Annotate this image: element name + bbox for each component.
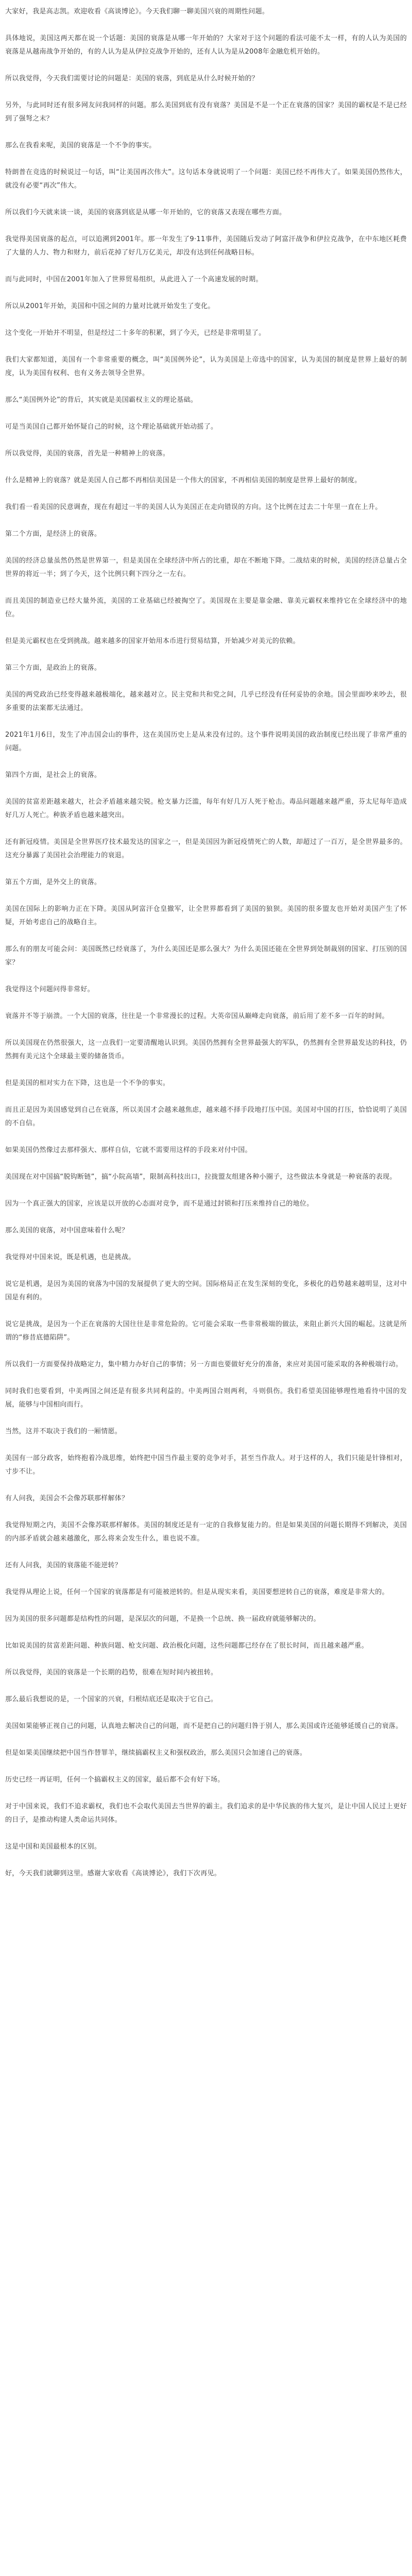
article-paragraph: 如果美国仍然像过去那样强大、那样自信，它就不需要用这样的手段来对付中国。 bbox=[5, 1146, 252, 1154]
article-paragraph: 我觉得美国衰落的起点，可以追溯到2001年。那一年发生了9·11事件，美国随后发动了阿富汗战争和伊拉克战争，在中东地区耗费了大量的人力、物力和财力，前后花掉了好几万亿美元，却没有达到任何战略目标。 bbox=[5, 235, 407, 257]
article-paragraph: 所以我觉得，美国的衰落是一个长期的趋势，很难在短时间内被扭转。 bbox=[5, 1669, 218, 1676]
article-paragraph: 美国在国际上的影响力正在下降。美国从阿富汗仓皇撤军，让全世界都看到了美国的狼狈。美国的很多盟友也开始对美国产生了怀疑，开始考虑自己的战略自主。 bbox=[5, 905, 407, 926]
article-paragraph: 美国的两党政治已经变得越来越极端化，越来越对立。民主党和共和党之间，几乎已经没有任何妥协的余地。国会里面吵来吵去，很多重要的法案都无法通过。 bbox=[5, 691, 407, 712]
article-paragraph: 那么在我看来呢，美国的衰落是一个不争的事实。 bbox=[5, 142, 156, 149]
article-paragraph: 有人问我，美国会不会像苏联那样解体？ bbox=[5, 1495, 129, 1502]
article-paragraph: 因为一个真正强大的国家，应该是以开放的心态面对竞争，而不是通过封锁和打压来维持自己的地位。 bbox=[5, 1200, 314, 1208]
article-paragraph: 但是美元霸权也在受到挑战。越来越多的国家开始用本币进行贸易结算，开始减少对美元的依赖。 bbox=[5, 637, 300, 645]
article-paragraph: 美国的贫富差距越来越大，社会矛盾越来越尖锐。枪支暴力泛滥，每年有好几万人死于枪击。毒品问题越来越严重，芬太尼每年造成好几万人死亡。种族矛盾也越来越突出。 bbox=[5, 798, 407, 819]
article-paragraph: 还有人问我，美国的衰落能不能逆转？ bbox=[5, 1562, 122, 1569]
article-paragraph: 美国的经济总量虽然仍然是世界第一，但是美国在全球经济中所占的比重，却在不断地下降。二战结束的时候，美国的经济总量占全世界的将近一半；到了今天，这个比例只剩下四分之一左右。 bbox=[5, 557, 407, 578]
article-paragraph: 大家好，我是高志凯。欢迎收看《高谈博论》。今天我们聊一聊美国兴衰的周期性问题。 bbox=[5, 8, 269, 15]
article-paragraph: 所以我们今天就来谈一谈，美国的衰落到底是从哪一年开始的，它的衰落又表现在哪些方面。 bbox=[5, 209, 286, 216]
article-paragraph: 但是美国的相对实力在下降，这也是一个不争的事实。 bbox=[5, 1079, 170, 1087]
article-paragraph: 所以我们一方面要保持战略定力，集中精力办好自己的事情；另一方面也要做好充分的准备，来应对美国可能采取的各种极端行动。 bbox=[5, 1361, 403, 1368]
article-paragraph: 我觉得从理论上说，任何一个国家的衰落都是有可能被逆转的。但是从现实来看，美国要想逆转自己的衰落，难度是非常大的。 bbox=[5, 1588, 389, 1596]
article-paragraph: 什么是精神上的衰落？就是美国人自己都不再相信美国是一个伟大的国家，不再相信美国的制度是世界上最好的制度。 bbox=[5, 477, 362, 484]
article-paragraph: 当然，这并不取决于我们的一厢情愿。 bbox=[5, 1428, 122, 1435]
article-paragraph: 因为美国的很多问题都是结构性的问题，是深层次的问题，不是换一个总统、换一届政府就能够解决的。 bbox=[5, 1615, 320, 1623]
article-paragraph: 第四个方面，是社会上的衰落。 bbox=[5, 771, 101, 779]
article-paragraph: 所以我觉得，美国的衰落，首先是一种精神上的衰落。 bbox=[5, 450, 170, 457]
article-paragraph: 历史已经一再证明，任何一个搞霸权主义的国家，最后都不会有好下场。 bbox=[5, 1776, 225, 1784]
article-paragraph: 那么最后我想说的是，一个国家的兴衰，归根结底还是取决于它自己。 bbox=[5, 1696, 218, 1703]
article-paragraph: 那么美国的衰落，对中国意味着什么呢？ bbox=[5, 1227, 129, 1234]
article-paragraph: 所以我觉得，今天我们需要讨论的问题是：美国的衰落，到底是从什么时候开始的？ bbox=[5, 75, 259, 82]
article-paragraph: 我们看一看美国的民意调查，现在有超过一半的美国人认为美国正在走向错误的方向。这个比例在过去二十年里一直在上升。 bbox=[5, 503, 382, 511]
article-paragraph: 比如说美国的贫富差距问题、种族问题、枪支问题、政治极化问题，这些问题都已经存在了很长时间，而且越来越严重。 bbox=[5, 1642, 368, 1650]
article-paragraph: 第三个方面，是政治上的衰落。 bbox=[5, 664, 101, 672]
article-paragraph: 那么有的朋友可能会问：美国既然已经衰落了，为什么美国还是那么强大？为什么美国还能在全世界到处制裁别的国家、打压别的国家？ bbox=[5, 945, 407, 967]
article-paragraph: 美国如果能够正视自己的问题，认真地去解决自己的问题，而不是把自己的问题归咎于别人，那么美国或许还能够延缓自己的衰落。 bbox=[5, 1722, 403, 1730]
article-paragraph: 而且正是因为美国感觉到自己在衰落，所以美国才会越来越焦虑，越来越不择手段地打压中国。美国对中国的打压，恰恰说明了美国的不自信。 bbox=[5, 1106, 407, 1127]
article-paragraph: 我觉得这个问题问得非常好。 bbox=[5, 986, 94, 993]
article-paragraph: 同时我们也要看到，中美两国之间还是有很多共同利益的。中美两国合则两利，斗则俱伤。我们希望美国能够理性地看待中国的发展，能够与中国相向而行。 bbox=[5, 1387, 407, 1409]
article-paragraph: 但是如果美国继续把中国当作替罪羊，继续搞霸权主义和强权政治，那么美国只会加速自己的衰落。 bbox=[5, 1749, 307, 1757]
article-paragraph: 所以美国现在仍然很强大，这一点我们一定要清醒地认识到。美国仍然拥有全世界最强大的军队，仍然拥有全世界最发达的科技，仍然拥有美元这个全球最主要的储备货币。 bbox=[5, 1039, 407, 1060]
article-paragraph: 第二个方面，是经济上的衰落。 bbox=[5, 530, 101, 538]
article-paragraph: 而与此同时，中国在2001年加入了世界贸易组织，从此进入了一个高速发展的时期。 bbox=[5, 276, 263, 283]
article-paragraph: 说它是挑战，是因为一个正在衰落的大国往往是非常危险的。它可能会采取一些非常极端的做法，来阻止新兴大国的崛起。这就是所谓的“修昔底德陷阱”。 bbox=[5, 1320, 407, 1342]
article-paragraph: 对于中国来说，我们不追求霸权，我们也不会取代美国去当世界的霸主。我们追求的是中华民族的伟大复兴，是让中国人民过上更好的日子，是推动构建人类命运共同体。 bbox=[5, 1803, 407, 1824]
article-paragraph: 说它是机遇，是因为美国的衰落为中国的发展提供了更大的空间。国际格局正在发生深刻的变化，多极化的趋势越来越明显，这对中国是有利的。 bbox=[5, 1280, 407, 1301]
article-paragraph: 可是当美国自己都开始怀疑自己的时候，这个理论基础就开始动摇了。 bbox=[5, 423, 218, 431]
article-paragraph: 好，今天我们就聊到这里。感谢大家收看《高谈博论》，我们下次再见。 bbox=[5, 1870, 221, 1877]
article-paragraph: 另外，与此同时还有很多网友问我同样的问题。那么美国到底有没有衰落？美国是不是一个正在衰落的国家？美国的霸权是不是已经到了强弩之末？ bbox=[5, 101, 407, 123]
article-paragraph: 这是中国和美国最根本的区别。 bbox=[5, 1843, 101, 1851]
article-paragraph: 特朗普在竞选的时候说过一句话，叫“让美国再次伟大”。这句话本身就说明了一个问题：美国已经不再伟大了。如果美国仍然伟大，就没有必要“再次”伟大。 bbox=[5, 168, 407, 190]
article-paragraph: 2021年1月6日，发生了冲击国会山的事件，这在美国历史上是从来没有过的。这个事件说明美国的政治制度已经出现了非常严重的问题。 bbox=[5, 731, 407, 752]
article-paragraph: 而且美国的制造业已经大量外流，美国的工业基础已经被掏空了。美国现在主要是靠金融、靠美元霸权来维持它在全球经济中的地位。 bbox=[5, 597, 407, 618]
article-paragraph: 我们大家都知道，美国有一个非常重要的概念，叫“美国例外论”，认为美国是上帝选中的国家，认为美国的制度是世界上最好的制度，认为美国有权利、也有义务去领导全世界。 bbox=[5, 356, 407, 377]
article-paragraph: 衰落并不等于崩溃。一个大国的衰落，往往是一个非常漫长的过程。大英帝国从巅峰走向衰落，前后用了差不多一百年的时间。 bbox=[5, 1012, 389, 1020]
article-paragraph: 我觉得短期之内，美国不会像苏联那样解体。美国的制度还是有一定的自我修复能力的。但是如果美国的问题长期得不到解决，美国的内部矛盾就会越来越激化，那么将来会发生什么，谁也说不准。 bbox=[5, 1521, 407, 1543]
article-paragraph: 还有新冠疫情。美国是全世界医疗技术最发达的国家之一，但是美国因为新冠疫情死亡的人数，却超过了一百万，是全世界最多的。这充分暴露了美国社会治理能力的衰退。 bbox=[5, 838, 407, 859]
article-paragraph: 这个变化一开始并不明显，但是经过二十多年的积累，到了今天，已经是非常明显了。 bbox=[5, 329, 266, 337]
article-paragraph: 美国现在对中国搞“脱钩断链”，搞“小院高墙”，限制高科技出口，拉拢盟友组建各种小圈子，这些做法本身就是一种衰落的表现。 bbox=[5, 1173, 397, 1181]
article-paragraph: 那么“美国例外论”的背后，其实就是美国霸权主义的理论基础。 bbox=[5, 396, 198, 404]
article-paragraph: 我觉得对中国来说，既是机遇，也是挑战。 bbox=[5, 1253, 135, 1261]
article-paragraph: 所以从2001年开始，美国和中国之间的力量对比就开始发生了变化。 bbox=[5, 302, 215, 310]
article-paragraph: 第五个方面，是外交上的衰落。 bbox=[5, 878, 101, 886]
article-paragraph: 具体地说，美国这两天都在说一个话题：美国的衰落是从哪一年开始的？大家对于这个问题的看法可能不太一样，有的人认为美国的衰落是从越南战争开始的，有的人认为是从伊拉克战争开始的，还有人认为是从2008年金融危机开始的。 bbox=[5, 35, 407, 56]
article-paragraph: 美国有一部分政客，始终抱着冷战思维，始终把中国当作最主要的竞争对手，甚至当作敌人。对于这样的人，我们只能是针锋相对，寸步不让。 bbox=[5, 1454, 407, 1476]
